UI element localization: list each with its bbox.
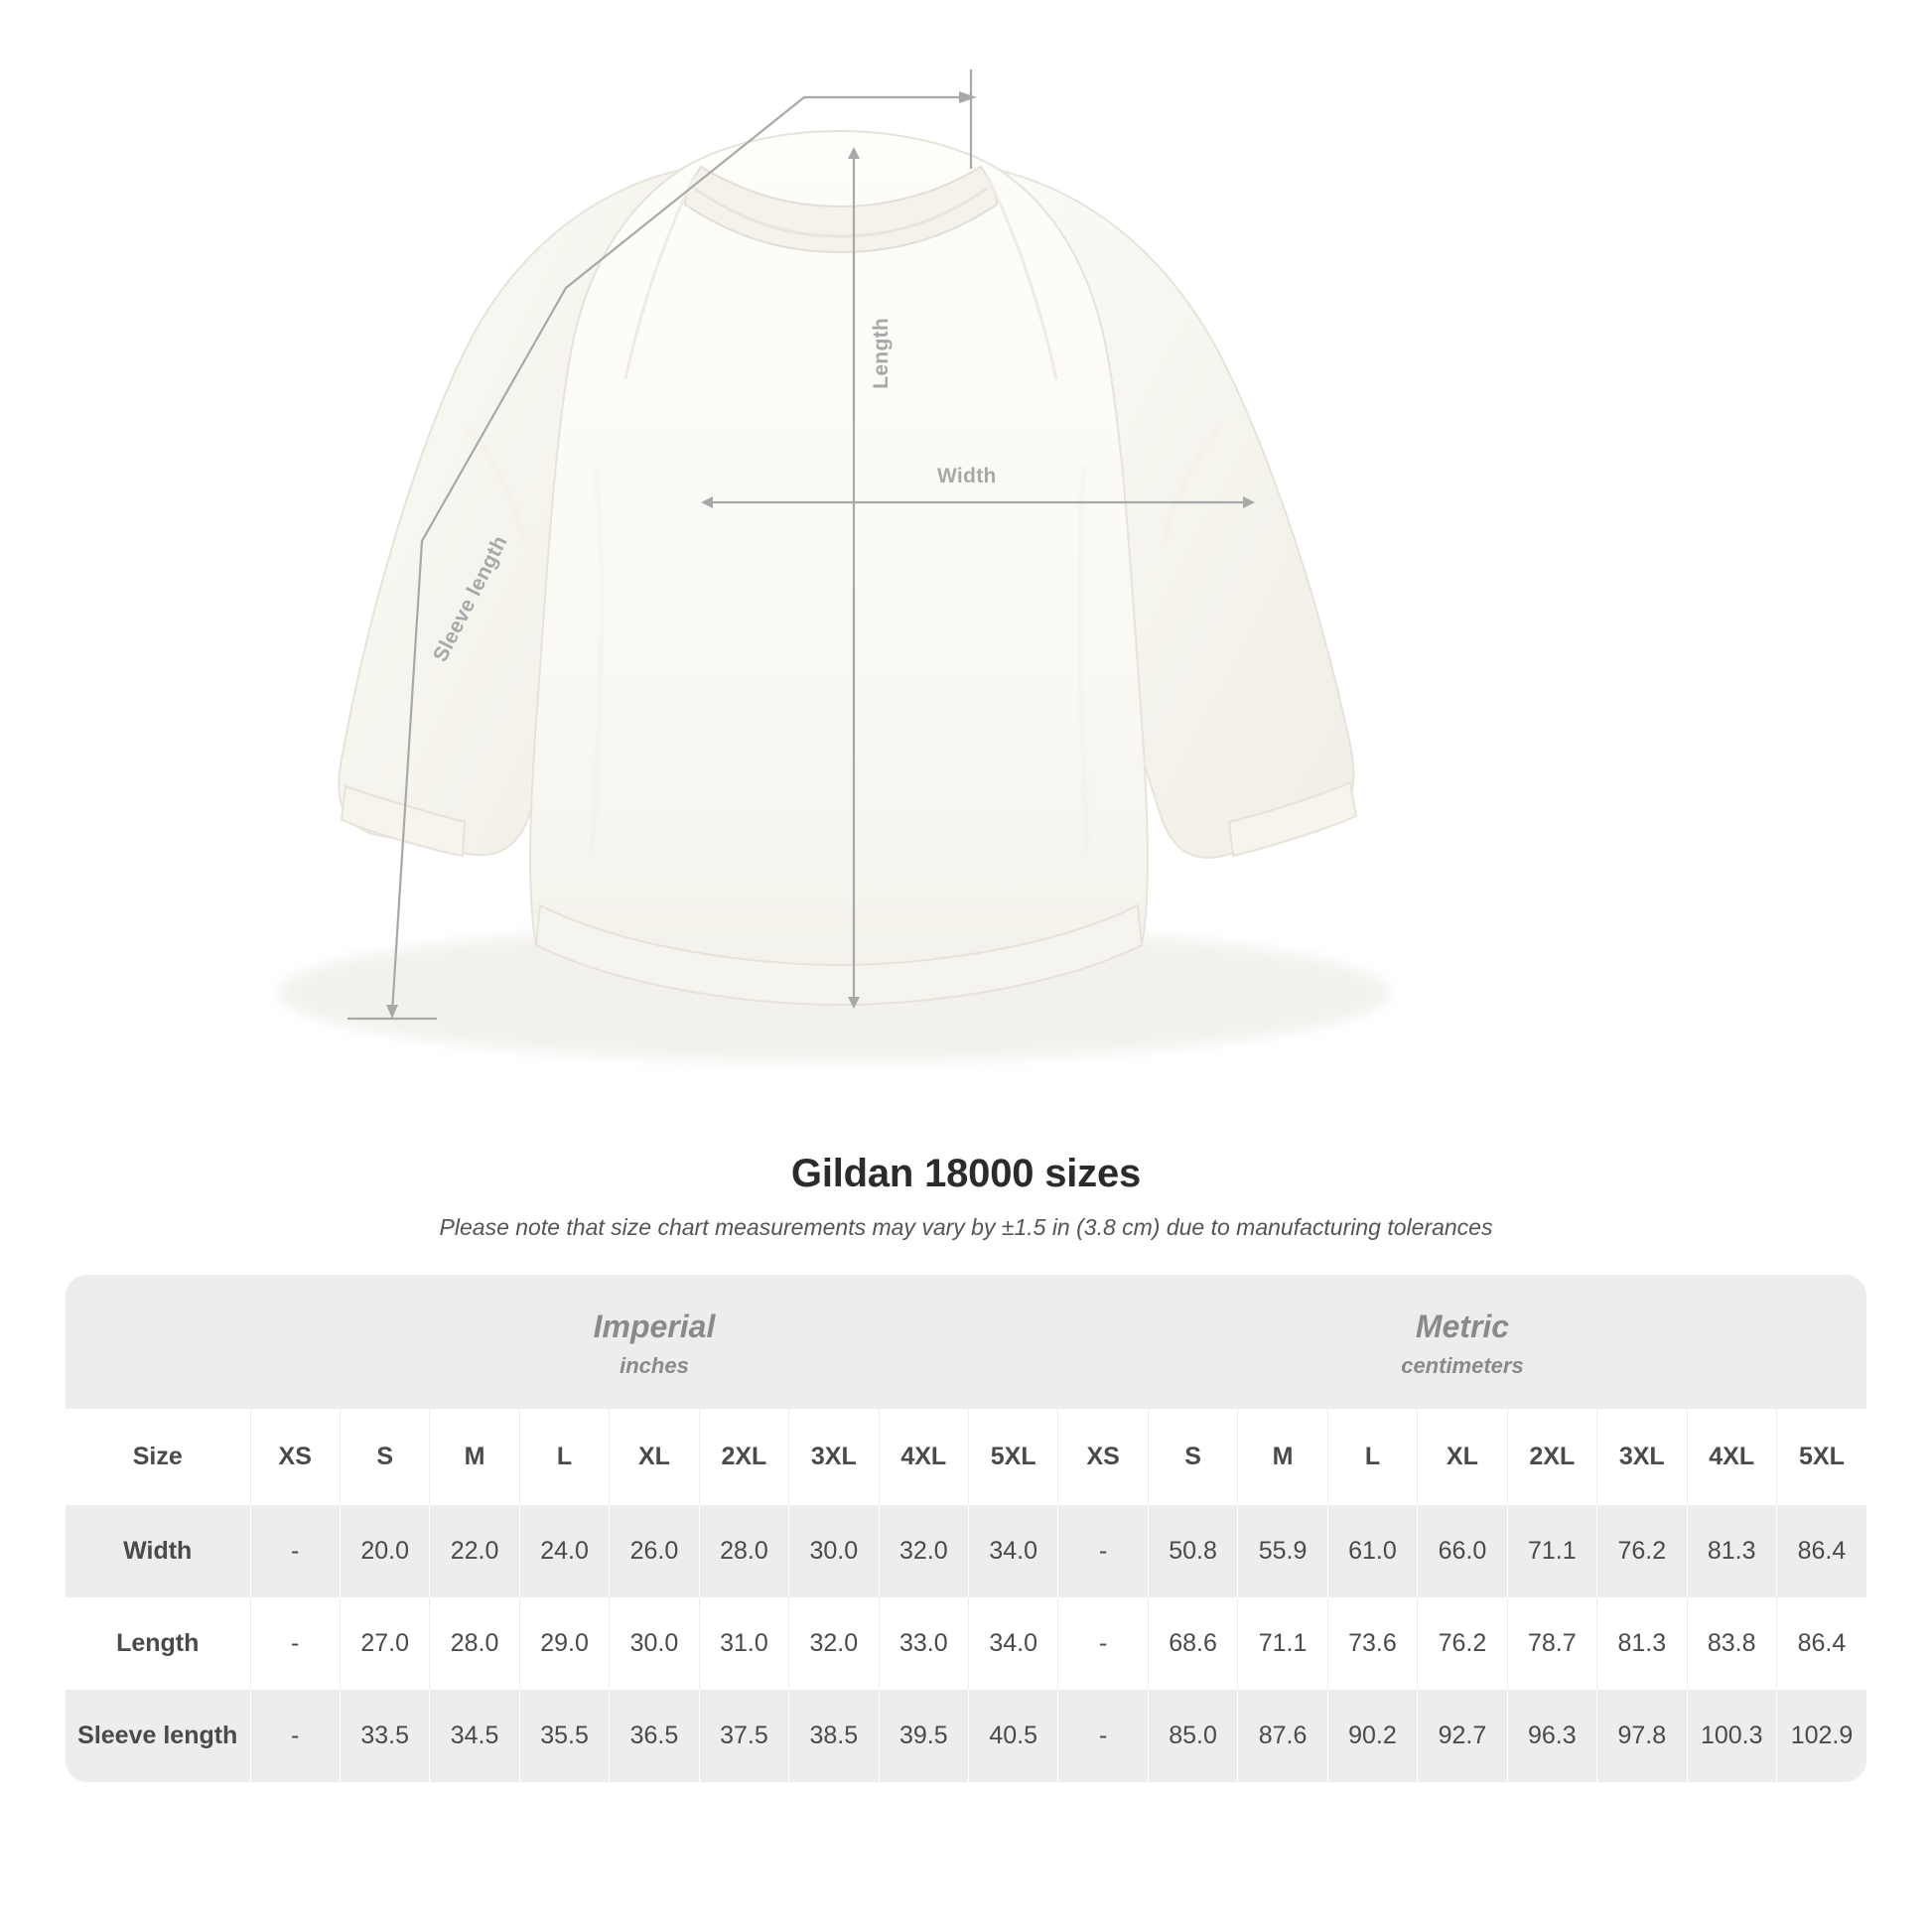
col-header-4xl-met: 4XL <box>1687 1409 1776 1505</box>
cell-sleeve-3: 35.5 <box>519 1690 609 1782</box>
col-header-5xl-met: 5XL <box>1776 1409 1866 1505</box>
col-header-2xl-imp: 2XL <box>699 1409 788 1505</box>
unit-spacer-cell <box>66 1275 250 1409</box>
cell-length-14: 78.7 <box>1507 1597 1596 1690</box>
title-block <box>0 1152 1932 1241</box>
row-label-sleeve-length: Sleeve length <box>66 1690 250 1782</box>
size-header-cell: Size <box>66 1409 250 1505</box>
cell-length-1: 27.0 <box>340 1597 429 1690</box>
cell-length-4: 30.0 <box>610 1597 699 1690</box>
col-header-5xl-imp: 5XL <box>969 1409 1058 1505</box>
cell-width-5: 28.0 <box>699 1505 788 1597</box>
cell-sleeve-2: 34.5 <box>430 1690 519 1782</box>
cell-length-10: 68.6 <box>1148 1597 1237 1690</box>
col-header-l-met: L <box>1327 1409 1417 1505</box>
cell-length-3: 29.0 <box>519 1597 609 1690</box>
size-table <box>66 1275 1866 1782</box>
cell-length-5: 31.0 <box>699 1597 788 1690</box>
cell-width-10: 50.8 <box>1148 1505 1237 1597</box>
page-title: Gildan 18000 sizes <box>790 1152 1142 1195</box>
cell-width-13: 66.0 <box>1418 1505 1507 1597</box>
cell-width-7: 32.0 <box>879 1505 968 1597</box>
col-header-l-imp: L <box>519 1409 609 1505</box>
col-header-m-imp: M <box>430 1409 519 1505</box>
col-header-xs-met: XS <box>1058 1409 1148 1505</box>
cell-length-16: 83.8 <box>1687 1597 1776 1690</box>
unit-system-metric: Metric <box>1415 1309 1510 1344</box>
size-table-wrapper <box>66 1275 1866 1782</box>
cell-sleeve-6: 38.5 <box>789 1690 879 1782</box>
unit-group-metric <box>1058 1275 1866 1409</box>
col-header-xs-imp: XS <box>250 1409 340 1505</box>
col-header-xl-imp: XL <box>610 1409 699 1505</box>
table-row-length <box>66 1597 1866 1690</box>
cell-length-2: 28.0 <box>430 1597 519 1690</box>
cell-sleeve-8: 40.5 <box>969 1690 1058 1782</box>
cell-width-4: 26.0 <box>610 1505 699 1597</box>
cell-width-3: 24.0 <box>519 1505 609 1597</box>
cell-sleeve-7: 39.5 <box>879 1690 968 1782</box>
cell-width-12: 61.0 <box>1327 1505 1417 1597</box>
cell-width-0: - <box>250 1505 340 1597</box>
cell-sleeve-17: 102.9 <box>1776 1690 1866 1782</box>
cell-sleeve-16: 100.3 <box>1687 1690 1776 1782</box>
cell-sleeve-1: 33.5 <box>340 1690 429 1782</box>
col-header-3xl-imp: 3XL <box>789 1409 879 1505</box>
cell-width-14: 71.1 <box>1507 1505 1596 1597</box>
cell-width-15: 76.2 <box>1597 1505 1687 1597</box>
unit-group-row <box>66 1275 1866 1409</box>
cell-sleeve-13: 92.7 <box>1418 1690 1507 1782</box>
tolerance-note: Please note that size chart measurements may vary by ±1.5 in (3.8 cm) due to manufacturing tolerances <box>439 1214 1493 1240</box>
unit-sub-imperial: inches <box>620 1353 689 1378</box>
cell-length-15: 81.3 <box>1597 1597 1687 1690</box>
col-header-s-imp: S <box>340 1409 429 1505</box>
table-row-sleeve-length <box>66 1690 1866 1782</box>
cell-width-8: 34.0 <box>969 1505 1058 1597</box>
cell-width-11: 55.9 <box>1238 1505 1327 1597</box>
length-label: Length <box>870 318 893 389</box>
unit-sub-metric: centimeters <box>1401 1353 1524 1378</box>
cell-sleeve-11: 87.6 <box>1238 1690 1327 1782</box>
cell-length-7: 33.0 <box>879 1597 968 1690</box>
unit-system-imperial: Imperial <box>593 1309 716 1344</box>
cell-width-6: 30.0 <box>789 1505 879 1597</box>
cell-width-9: - <box>1058 1505 1148 1597</box>
cell-sleeve-5: 37.5 <box>699 1690 788 1782</box>
cell-length-6: 32.0 <box>789 1597 879 1690</box>
table-row-width <box>66 1505 1866 1597</box>
cell-length-8: 34.0 <box>969 1597 1058 1690</box>
cell-width-2: 22.0 <box>430 1505 519 1597</box>
cell-length-11: 71.1 <box>1238 1597 1327 1690</box>
cell-width-17: 86.4 <box>1776 1505 1866 1597</box>
sleeve-length-label: Sleeve length <box>429 531 512 666</box>
cell-length-13: 76.2 <box>1418 1597 1507 1690</box>
col-header-xl-met: XL <box>1418 1409 1507 1505</box>
col-header-s-met: S <box>1148 1409 1237 1505</box>
width-label: Width <box>937 465 997 487</box>
row-label-length: Length <box>66 1597 250 1690</box>
cell-sleeve-9: - <box>1058 1690 1148 1782</box>
cell-width-16: 81.3 <box>1687 1505 1776 1597</box>
cell-sleeve-10: 85.0 <box>1148 1690 1237 1782</box>
size-header-row <box>66 1409 1866 1505</box>
cell-sleeve-15: 97.8 <box>1597 1690 1687 1782</box>
cell-sleeve-0: - <box>250 1690 340 1782</box>
unit-group-imperial <box>250 1275 1058 1409</box>
cell-sleeve-4: 36.5 <box>610 1690 699 1782</box>
cell-length-0: - <box>250 1597 340 1690</box>
cell-length-12: 73.6 <box>1327 1597 1417 1690</box>
cell-width-1: 20.0 <box>340 1505 429 1597</box>
row-label-width: Width <box>66 1505 250 1597</box>
cell-sleeve-14: 96.3 <box>1507 1690 1596 1782</box>
col-header-2xl-met: 2XL <box>1507 1409 1596 1505</box>
cell-sleeve-12: 90.2 <box>1327 1690 1417 1782</box>
col-header-4xl-imp: 4XL <box>879 1409 968 1505</box>
col-header-m-met: M <box>1238 1409 1327 1505</box>
col-header-3xl-met: 3XL <box>1597 1409 1687 1505</box>
cell-length-9: - <box>1058 1597 1148 1690</box>
body <box>530 131 1148 1005</box>
cell-length-17: 86.4 <box>1776 1597 1866 1690</box>
